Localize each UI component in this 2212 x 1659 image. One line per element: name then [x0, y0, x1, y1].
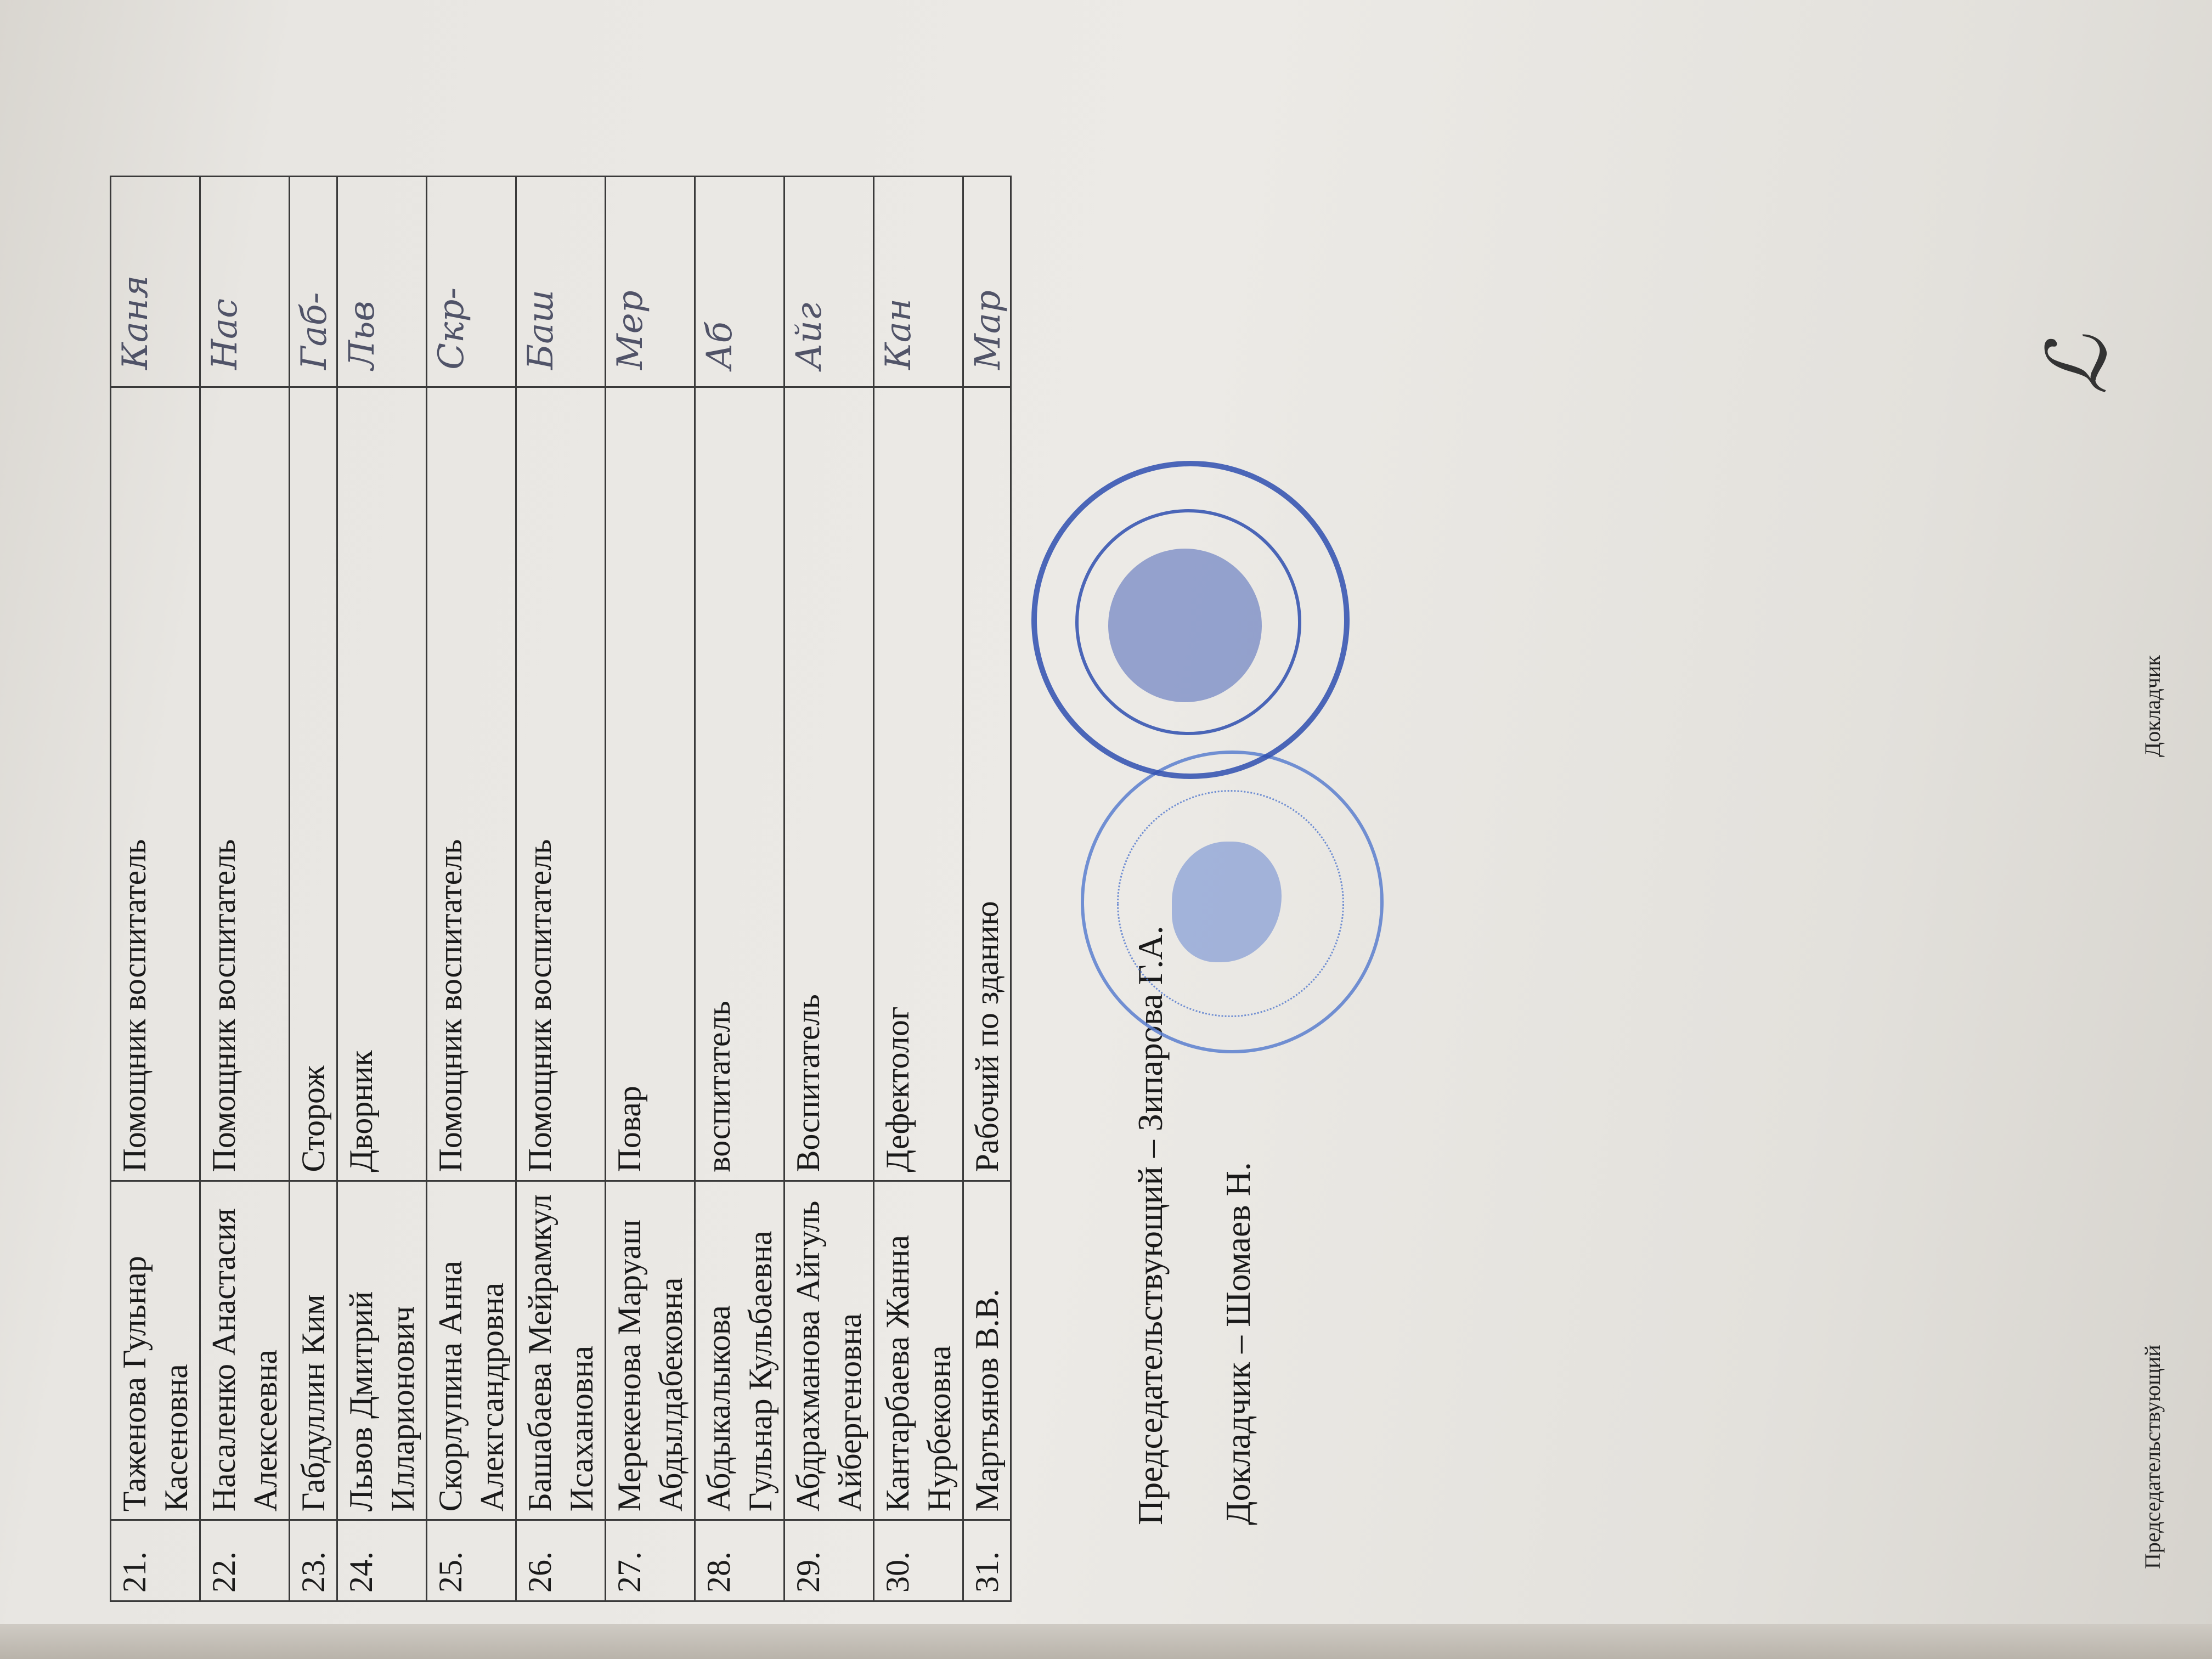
employee-position: Помощник воспитатель [200, 387, 290, 1181]
handwritten-signature: Льв [342, 301, 382, 370]
handwritten-signature: Мар [968, 290, 1008, 370]
employee-name: Кантарбаева Жанна Нурбековна [874, 1181, 963, 1520]
signature-cell [785, 177, 874, 387]
handwritten-signature: Баш [521, 290, 561, 370]
employee-name: Башабаева Мейрамкул Исахановна [516, 1181, 606, 1520]
table-row [963, 177, 1011, 1601]
employee-position: Дворник [337, 387, 427, 1181]
handwritten-signature: Скр- [431, 287, 472, 370]
handwritten-signature: Аб [699, 321, 740, 370]
table-row [695, 177, 785, 1601]
employee-position: Помощник воспитатель [427, 387, 516, 1181]
employee-position: воспитатель [695, 387, 785, 1181]
employee-position: Воспитатель [785, 387, 874, 1181]
table-row [785, 177, 874, 1601]
table-row [200, 177, 290, 1601]
table-row [111, 177, 200, 1601]
signature-cell [874, 177, 963, 387]
document-page [0, 33, 2212, 1602]
employee-name: Таженова Гульнар Касеновна [111, 1181, 200, 1520]
signature-cell [695, 177, 785, 387]
row-number: 30. [874, 1520, 963, 1601]
employee-position: Рабочий по зданию [963, 387, 1011, 1181]
employee-name: Абдрахманова Айгуль Айбергеновна [785, 1181, 874, 1520]
row-number: 25. [427, 1520, 516, 1601]
seal-state-emblem [1108, 549, 1262, 702]
employee-position: Сторож [290, 387, 337, 1181]
handwritten-signature: Кан [878, 298, 919, 370]
table-row [874, 177, 963, 1601]
employee-name: Насаленко Анастасия Алексеевна [200, 1181, 290, 1520]
paper-fold [0, 1624, 2212, 1659]
row-number: 29. [785, 1520, 874, 1601]
chairman-line: Председательствующий – Зипарова Г.А. [1131, 926, 1170, 1525]
table-row [606, 177, 695, 1601]
speaker-line: Докладчик – Шомаев Н. [1218, 1162, 1257, 1525]
signature-cell [290, 177, 337, 387]
handwritten-signature: Габ- [294, 292, 335, 370]
handwritten-signature: Нас [205, 298, 245, 370]
row-number: 26. [516, 1520, 606, 1601]
table-row [337, 177, 427, 1601]
table-row [516, 177, 606, 1601]
employee-name: Львов Дмитрий Илларионович [337, 1181, 427, 1520]
employee-name: Мартьянов В.В. [963, 1181, 1011, 1520]
table-row [290, 177, 337, 1601]
signature-cell [516, 177, 606, 387]
handwritten-signature: Айг [789, 302, 830, 370]
row-number: 21. [111, 1520, 200, 1601]
row-number: 22. [200, 1520, 290, 1601]
row-number: 28. [695, 1520, 785, 1601]
employee-position: Дефектолог [874, 387, 963, 1181]
employee-position: Помощник воспитатель [516, 387, 606, 1181]
handwritten-signature: Мер [610, 290, 651, 370]
employee-name: Габдуллин Ким [290, 1181, 337, 1520]
bottom-speaker-label: Докладчик [2140, 655, 2165, 757]
employee-position: Помощник воспитатель [111, 387, 200, 1181]
employee-name: Скорлупина Анна Алекгсандровна [427, 1181, 516, 1520]
row-number: 23. [290, 1520, 337, 1601]
signature-cell [200, 177, 290, 387]
round-seal-primary [1031, 461, 1350, 779]
employee-name: Мерекенова Маруаш Абдылдабековна [606, 1181, 695, 1520]
row-number: 31. [963, 1520, 1011, 1601]
round-seal-secondary [1081, 751, 1384, 1053]
row-number: 24. [337, 1520, 427, 1601]
bottom-chairman-label: Председательствующий [2140, 1345, 2165, 1569]
signature-cell [337, 177, 427, 387]
employee-name: Абдыкалыкова Гульнар Кульбаевна [695, 1181, 785, 1520]
handwritten-signature: ℒ [2030, 335, 2125, 395]
signature-cell [606, 177, 695, 387]
row-number: 27. [606, 1520, 695, 1601]
handwritten-signature: Каня [115, 275, 156, 370]
employee-position: Повар [606, 387, 695, 1181]
signature-cell [427, 177, 516, 387]
signature-cell [963, 177, 1011, 387]
table-row [427, 177, 516, 1601]
staff-signature-table [110, 176, 1012, 1602]
signature-cell [111, 177, 200, 387]
